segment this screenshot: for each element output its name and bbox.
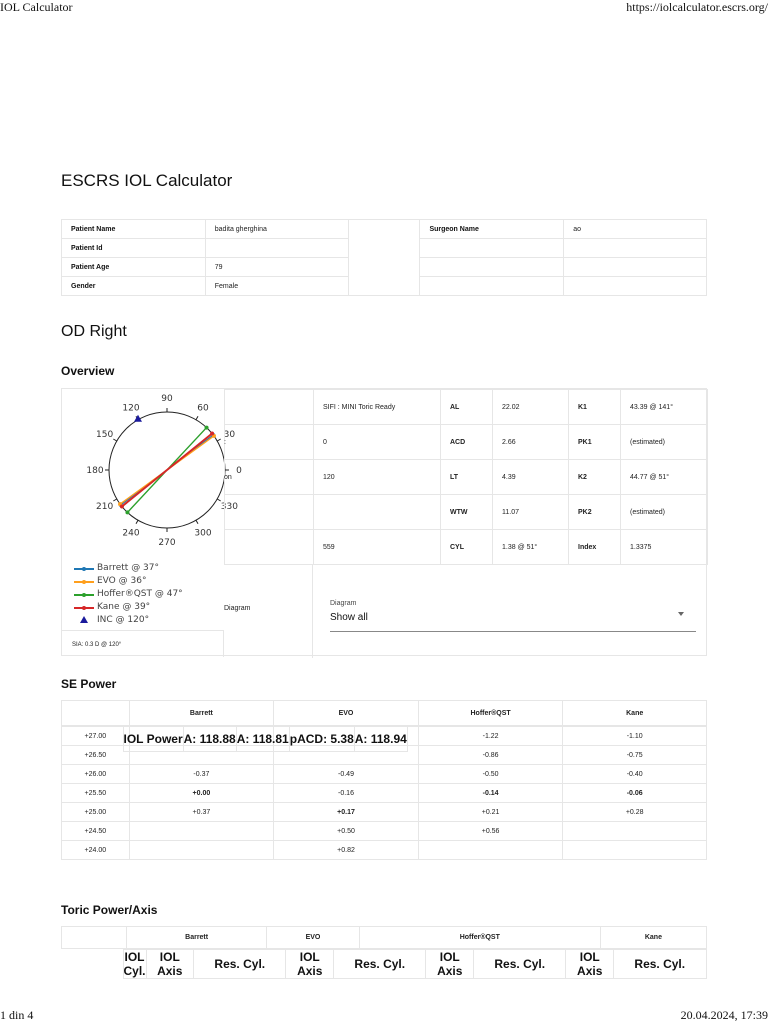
keratometry-key: Index (569, 530, 621, 565)
diagram-row (224, 564, 708, 657)
empty-cell (564, 277, 707, 296)
angle-tick (113, 439, 116, 441)
legend-item (72, 589, 183, 602)
empty-cell (420, 239, 564, 258)
axis-line-barrett (121, 435, 214, 505)
angle-tick-label: 0 (236, 466, 242, 476)
overview-label: : (224, 438, 226, 446)
se-formula-header: Barrett (129, 701, 274, 726)
biometry-row (225, 460, 708, 495)
print-title: IOL Calculator (0, 0, 73, 14)
angle-tick-label: 30 (223, 430, 236, 440)
polar-circle (109, 412, 225, 528)
toric-table (61, 926, 707, 978)
overview-label-cell (225, 425, 314, 460)
refraction-value (563, 841, 707, 860)
keratometry-key: K1 (569, 390, 621, 425)
toric-header-row (62, 927, 707, 949)
se-power-row (62, 841, 707, 860)
print-footer (0, 1008, 768, 1024)
angle-tick (196, 520, 198, 523)
angle-tick-label: 90 (161, 394, 173, 404)
angle-tick-label: 300 (194, 528, 212, 539)
axis-line-evo (120, 436, 214, 504)
biometry-value: 1.38 @ 51° (493, 530, 569, 565)
angle-tick-label: 180 (86, 466, 104, 476)
keratometry-key: PK1 (569, 425, 621, 460)
empty-cell (420, 277, 564, 296)
biometry-key: CYL (441, 530, 493, 565)
angle-tick (217, 499, 220, 501)
refraction-value: -0.50 (418, 765, 563, 784)
keratometry-value: 43.39 @ 141° (621, 390, 708, 425)
axis-line-kane (122, 433, 212, 506)
legend-label: EVO @ 36° (97, 576, 147, 586)
patient-name-label: Patient Name (62, 220, 206, 239)
diagram-row-label: Diagram (224, 605, 251, 612)
angle-tick-label: 210 (96, 502, 114, 512)
legend-label: Kane @ 39° (97, 602, 151, 612)
diagram-row-label-cell (224, 565, 313, 658)
eye-title: OD Right (61, 323, 127, 340)
axis-end-point (210, 431, 214, 435)
legend-item (72, 602, 183, 615)
overview-panel (61, 388, 707, 656)
refraction-value: -0.16 (274, 784, 419, 803)
biometry-value: 22.02 (493, 390, 569, 425)
keratometry-key: K2 (569, 460, 621, 495)
overview-value: 559 (314, 530, 441, 565)
page-title: ESCRS IOL Calculator (61, 171, 233, 190)
dropdown-arrow-icon[interactable] (678, 612, 684, 616)
patient-id-label: Patient Id (62, 239, 206, 258)
axis-end-point (205, 426, 209, 430)
empty-cell (564, 258, 707, 277)
angle-tick-label: 240 (122, 528, 140, 539)
toric-formula-header: EVO (267, 927, 360, 949)
axis-line-hofferqst (127, 428, 206, 513)
keratometry-value: (estimated) (621, 495, 708, 530)
legend-dot (82, 606, 86, 610)
patient-name-value: badita gherghina (205, 220, 348, 239)
refraction-value: -0.49 (274, 765, 419, 784)
surgeon-name-value: ao (564, 220, 707, 239)
angle-tick (113, 499, 116, 501)
angle-tick-label: 120 (122, 403, 140, 414)
angle-tick (196, 416, 198, 419)
angle-tick-label: 330 (220, 502, 238, 512)
legend-swatch (74, 581, 94, 583)
patient-age-label: Patient Age (62, 258, 206, 277)
overview-value (314, 495, 441, 530)
refraction-value: -1.10 (563, 727, 707, 746)
keratometry-value: 44.77 @ 51° (621, 460, 708, 495)
iol-power-value: +24.00 (62, 841, 130, 860)
biometry-row (225, 495, 708, 530)
angle-tick-label: 150 (96, 430, 114, 440)
overview-value: 120 (314, 460, 441, 495)
biometry-table (224, 389, 708, 565)
patient-age-value: 79 (205, 258, 348, 277)
refraction-value (418, 841, 563, 860)
diagram-select-value: Show all (330, 612, 368, 623)
legend-item (72, 615, 183, 628)
refraction-value (129, 822, 274, 841)
toric-heading: Toric Power/Axis (61, 903, 158, 917)
iol-power-value: +27.00 (62, 727, 130, 746)
se-formula-header: Hoffer®QST (418, 701, 563, 726)
formula-constant: A: 118.81 (236, 727, 289, 752)
empty-cell (420, 258, 564, 277)
keratometry-value: (estimated) (621, 425, 708, 460)
overview-value: SIFI : MINI Toric Ready (314, 390, 441, 425)
legend-dot (82, 580, 86, 584)
gender-label: Gender (62, 277, 206, 296)
se-power-row (62, 784, 707, 803)
legend-label: Hoffer®QST @ 47° (97, 589, 183, 599)
overview-label-cell (225, 495, 314, 530)
refraction-value: +0.37 (129, 803, 274, 822)
refraction-value: +0.21 (418, 803, 563, 822)
refraction-value: -0.14 (418, 784, 563, 803)
se-power-row (62, 803, 707, 822)
biometry-value: 2.66 (493, 425, 569, 460)
se-formula-header: Kane (563, 701, 707, 726)
iol-power-value: +25.50 (62, 784, 130, 803)
refraction-value: -0.37 (129, 765, 274, 784)
print-header (0, 0, 768, 16)
se-power-row (62, 822, 707, 841)
refraction-value: -0.86 (418, 746, 563, 765)
axis-end-point (120, 505, 124, 509)
axis-end-point (211, 433, 215, 437)
formula-constant: A: 118.94 (354, 727, 407, 752)
overview-label-cell (225, 460, 314, 495)
formula-constant: A: 118.88 (183, 727, 236, 752)
refraction-value: +0.50 (274, 822, 419, 841)
legend-item (72, 563, 183, 576)
page-number: 1 din 4 (0, 1008, 34, 1022)
biometry-value: 11.07 (493, 495, 569, 530)
biometry-row (225, 530, 708, 565)
toric-formula-header: Kane (600, 927, 706, 949)
angle-tick-label: 60 (197, 403, 209, 414)
se-formula-header: EVO (274, 701, 419, 726)
surgeon-name-label: Surgeon Name (420, 220, 564, 239)
se-header-blank (62, 701, 130, 726)
angle-tick (217, 439, 220, 441)
biometry-key: ACD (441, 425, 493, 460)
axis-end-point (212, 434, 216, 438)
axis-end-point (118, 502, 122, 506)
toric-subheader-row (123, 949, 707, 979)
iol-power-value: +26.50 (62, 746, 130, 765)
res-cyl-label: Res. Cyl. (334, 950, 426, 979)
toric-header-blank (62, 927, 127, 949)
keratometry-value: 1.3375 (621, 530, 708, 565)
empty-cell (564, 239, 707, 258)
legend-item (72, 576, 183, 589)
legend-label: INC @ 120° (97, 615, 150, 625)
patient-table-gap (348, 220, 420, 296)
legend-label: Barrett @ 37° (97, 563, 160, 573)
se-power-table (61, 700, 707, 860)
patient-id-value (205, 239, 348, 258)
biometry-row (225, 390, 708, 425)
patient-table (61, 219, 707, 296)
refraction-value: -0.40 (563, 765, 707, 784)
se-power-heading: SE Power (61, 677, 117, 691)
res-cyl-label: Res. Cyl. (474, 950, 566, 979)
biometry-row (225, 425, 708, 460)
iol-axis-label: IOL Axis (146, 950, 194, 979)
refraction-value: +0.00 (129, 784, 274, 803)
diagram-select-caption: Diagram (330, 600, 357, 607)
legend-swatch (74, 568, 94, 570)
iol-cyl-label: IOL Cyl. (123, 950, 146, 978)
print-url: https://iolcalculator.escrs.org/ (626, 0, 768, 14)
axis-end-point (125, 510, 129, 514)
formula-constant: pACD: 5.38 (289, 727, 354, 752)
axis-end-point (119, 503, 123, 507)
gender-value: Female (205, 277, 348, 296)
res-cyl-label: Res. Cyl. (194, 950, 286, 979)
legend-dot (82, 567, 86, 571)
iol-power-value: +24.50 (62, 822, 130, 841)
iol-axis-label: IOL Axis (566, 950, 614, 979)
refraction-value: +0.82 (274, 841, 419, 860)
refraction-value: +0.17 (274, 803, 419, 822)
overview-label: on (224, 473, 232, 481)
se-power-row (62, 765, 707, 784)
legend-swatch (74, 594, 94, 596)
overview-label-cell (225, 530, 314, 565)
legend-dot (82, 593, 86, 597)
chart-legend (72, 563, 183, 628)
sia-note: SIA: 0.3 D @ 120° (62, 630, 224, 657)
refraction-value: -0.75 (563, 746, 707, 765)
diagram-select[interactable] (330, 598, 696, 632)
overview-heading: Overview (61, 364, 115, 378)
toric-formula-header: Hoffer®QST (359, 927, 600, 949)
overview-label-cell (225, 390, 314, 425)
biometry-key: AL (441, 390, 493, 425)
refraction-value (129, 841, 274, 860)
refraction-value (563, 822, 707, 841)
incision-marker (134, 415, 142, 422)
biometry-key: LT (441, 460, 493, 495)
legend-swatch (74, 607, 94, 609)
refraction-value: +0.28 (563, 803, 707, 822)
res-cyl-label: Res. Cyl. (614, 950, 706, 979)
se-header-row (62, 701, 707, 726)
refraction-value: -0.06 (563, 784, 707, 803)
keratometry-key: PK2 (569, 495, 621, 530)
toric-formula-header: Barrett (127, 927, 267, 949)
print-datetime: 20.04.2024, 17:39 (680, 1008, 768, 1022)
se-constant-row (123, 726, 408, 752)
iol-axis-label: IOL Axis (286, 950, 334, 979)
iol-power-value: +26.00 (62, 765, 130, 784)
triangle-icon (80, 616, 88, 623)
angle-tick (136, 520, 138, 523)
refraction-value: +0.56 (418, 822, 563, 841)
iol-axis-label: IOL Axis (426, 950, 474, 979)
overview-value: 0 (314, 425, 441, 460)
angle-tick (136, 416, 138, 419)
angle-tick-label: 270 (158, 538, 176, 548)
biometry-value: 4.39 (493, 460, 569, 495)
refraction-value: -1.22 (418, 727, 563, 746)
iol-power-value: +25.00 (62, 803, 130, 822)
biometry-key: WTW (441, 495, 493, 530)
iol-power-label: IOL Power (123, 727, 183, 752)
